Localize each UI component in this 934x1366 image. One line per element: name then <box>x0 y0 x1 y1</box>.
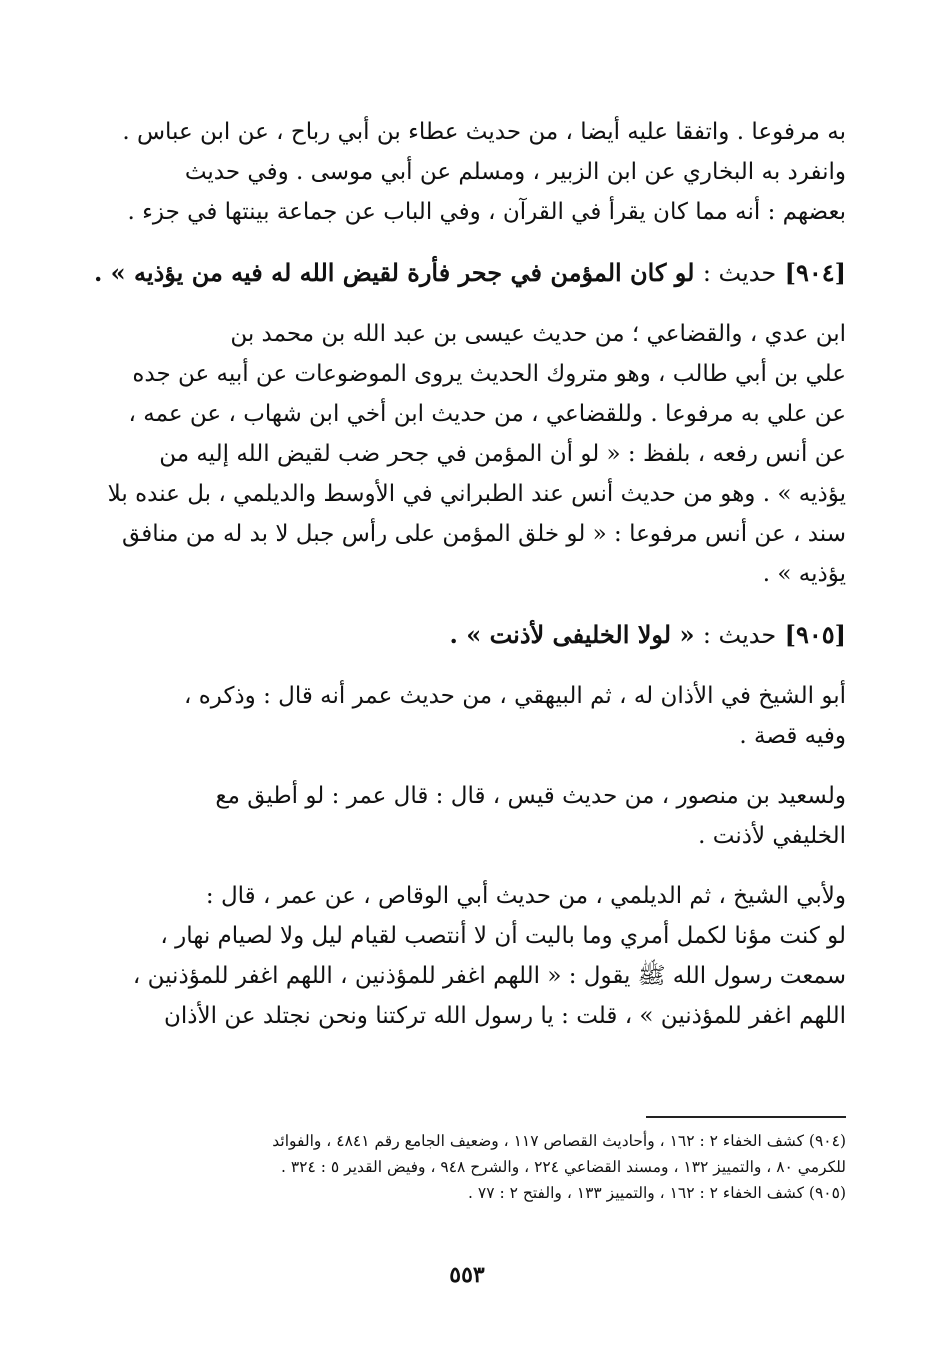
text-line: عن أنس رفعه ، بلفظ : « لو أن المؤمن في جحر ضب لقيض الله إليه من <box>159 441 846 467</box>
spacer <box>88 294 846 314</box>
hadith-heading-904 <box>88 252 846 294</box>
hadith-text: « لولا الخليفى لأذنت » . <box>449 620 695 649</box>
text-line: يؤذيه » . <box>762 561 846 587</box>
spacer <box>88 232 846 252</box>
text-line: وفيه قصة . <box>739 723 846 749</box>
hadith-number: [٩٠٤] <box>784 258 846 287</box>
spacer <box>88 594 846 614</box>
text-line: سند ، عن أنس مرفوعا : « لو خلق المؤمن على رأس جبل لا بد له من منافق <box>122 521 846 547</box>
hadith-label: حديث : <box>702 259 777 287</box>
text-line: سمعت رسول الله ﷺ يقول : « اللهم اغفر للمؤذنين ، اللهم اغفر للمؤذنين ، <box>132 963 846 989</box>
commentary-paragraph-905b <box>88 776 846 856</box>
text-line: الخليفي لأذنت . <box>698 823 846 849</box>
spacer <box>88 856 846 876</box>
main-text <box>88 112 846 1036</box>
text-line: ابن عدي ، والقضاعي ؛ من حديث عيسى بن عبد الله بن محمد بن <box>230 321 846 347</box>
text-line: ولسعيد بن منصور ، من حديث قيس ، قال : قال عمر : لو أطيق مع <box>215 783 846 809</box>
text-line: به مرفوعا . واتفقا عليه أيضا ، من حديث عطاء بن أبي رباح ، عن ابن عباس . <box>122 119 846 145</box>
footnote-line: للكرمي ٨٠ ، والتمييز ١٣٢ ، ومسند القضاعي ٢٢٤ ، والشرح ٩٤٨ ، وفيض القدير ٥ : ٣٢٤ . <box>280 1158 846 1176</box>
hadith-text: لو كان المؤمن في جحر فأرة لقيض الله له فيه من يؤذيه » . <box>93 258 695 287</box>
text-line: وانفرد به البخاري عن ابن الزبير ، ومسلم عن أبي موسى . وفي حديث <box>184 159 846 185</box>
text-line: ولأبي الشيخ ، ثم الديلمي ، من حديث أبي الوقاص ، عن عمر ، قال : <box>205 883 846 909</box>
footnotes <box>88 1128 846 1206</box>
commentary-paragraph-904 <box>88 314 846 594</box>
intro-paragraph <box>88 112 846 232</box>
commentary-paragraph-905a <box>88 676 846 756</box>
page-number: ٥٥٣ <box>449 1262 485 1288</box>
spacer <box>88 656 846 676</box>
text-line: اللهم اغفر للمؤذنين » ، قلت : يا رسول الله تركتنا ونحن نجتلد عن الأذان <box>163 1003 846 1029</box>
text-line: لو كنت مؤنا لكمل أمري وما باليت أن لا أنتصب لقيام ليل ولا لصيام نهار ، <box>160 923 846 949</box>
commentary-paragraph-905c <box>88 876 846 1036</box>
footnote-905 <box>88 1180 846 1206</box>
text-line: علي بن أبي طالب ، وهو متروك الحديث يروى الموضوعات عن أبيه عن جده <box>132 361 846 387</box>
text-line: يؤذيه » . وهو من حديث أنس عند الطبراني في الأوسط والديلمي ، بل عنده بلا <box>107 481 846 507</box>
footnote-line: (٩٠٤) كشف الخفاء ٢ : ١٦٢ ، وأحاديث القصاص ١١٧ ، وضعيف الجامع رقم ٤٨٤١ ، والفوائد <box>272 1132 846 1150</box>
text-line: عن علي به مرفوعا . وللقضاعي ، من حديث ابن أخي ابن شهاب ، عن عمه ، <box>128 401 846 427</box>
text-line: أبو الشيخ في الأذان له ، ثم البيهقي ، من حديث عمر أنه قال : وذكره ، <box>184 683 846 709</box>
footnote-divider <box>646 1116 846 1118</box>
hadith-heading-905 <box>88 614 846 656</box>
spacer <box>88 756 846 776</box>
hadith-label: حديث : <box>702 621 777 649</box>
footnote-904 <box>88 1128 846 1180</box>
hadith-number: [٩٠٥] <box>784 620 846 649</box>
text-line: بعضهم : أنه مما كان يقرأ في القرآن ، وفي الباب عن جماعة بينتها في جزء . <box>127 199 846 225</box>
footnote-line: (٩٠٥) كشف الخفاء ٢ : ١٦٢ ، والتمييز ١٣٣ ، والفتح ٢ : ٧٧ . <box>468 1184 846 1202</box>
